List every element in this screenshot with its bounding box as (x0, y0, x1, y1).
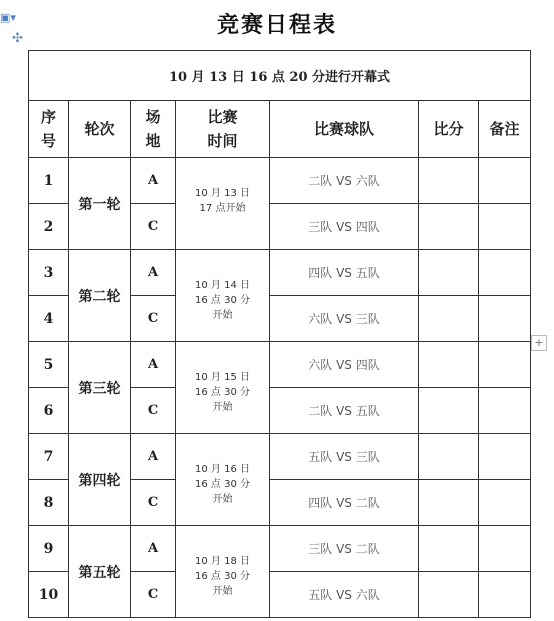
header-venue: 场 地 (131, 101, 176, 158)
teams-cell: 三队 VS 二队 (270, 526, 419, 572)
score-cell[interactable] (419, 526, 479, 572)
round-label: 第五轮 (69, 526, 131, 618)
venue-cell: A (131, 526, 176, 572)
venue-cell: A (131, 158, 176, 204)
score-cell[interactable] (419, 204, 479, 250)
match-time-line: 17 点开始 (199, 203, 246, 214)
venue-cell: C (131, 480, 176, 526)
header-score: 比分 (419, 101, 479, 158)
match-time-line: 10 月 15 日 (195, 372, 250, 383)
venue-cell: A (131, 434, 176, 480)
table-row (29, 158, 531, 204)
match-number: 6 (29, 388, 69, 434)
note-cell[interactable] (479, 296, 531, 342)
venue-cell: C (131, 572, 176, 618)
match-number: 9 (29, 526, 69, 572)
teams-cell: 三队 VS 四队 (270, 204, 419, 250)
teams-cell: 五队 VS 三队 (270, 434, 419, 480)
match-time-line: 10 月 14 日 (195, 280, 250, 291)
match-time-line: 开始 (212, 310, 233, 321)
table-header-row (29, 101, 531, 158)
page-title: 竞赛日程表 (216, 12, 337, 38)
score-cell[interactable] (419, 158, 479, 204)
header-time: 比赛 时间 (176, 101, 270, 158)
score-cell[interactable] (419, 388, 479, 434)
score-cell[interactable] (419, 572, 479, 618)
match-number: 7 (29, 434, 69, 480)
round-label: 第一轮 (69, 158, 131, 250)
score-cell[interactable] (419, 296, 479, 342)
match-number: 10 (29, 572, 69, 618)
match-number: 1 (29, 158, 69, 204)
teams-cell: 六队 VS 三队 (270, 296, 419, 342)
opening-ceremony-banner: 10 月 13 日 16 点 20 分进行开幕式 (29, 51, 531, 101)
teams-cell: 四队 VS 五队 (270, 250, 419, 296)
match-time-line: 10 月 16 日 (195, 464, 250, 475)
score-cell[interactable] (419, 480, 479, 526)
match-number: 3 (29, 250, 69, 296)
note-cell[interactable] (479, 526, 531, 572)
note-cell[interactable] (479, 572, 531, 618)
match-time (176, 342, 270, 434)
note-cell[interactable] (479, 342, 531, 388)
note-cell[interactable] (479, 434, 531, 480)
match-time-line: 16 点 30 分 (195, 387, 250, 398)
table-row (29, 434, 531, 480)
match-time (176, 434, 270, 526)
score-cell[interactable] (419, 434, 479, 480)
table-row (29, 526, 531, 572)
add-column-icon[interactable]: + (531, 335, 547, 351)
match-number: 4 (29, 296, 69, 342)
note-cell[interactable] (479, 388, 531, 434)
match-time-line: 10 月 13 日 (195, 188, 250, 199)
match-time (176, 526, 270, 618)
match-time-line: 开始 (212, 402, 233, 413)
note-cell[interactable] (479, 250, 531, 296)
match-time-line: 16 点 30 分 (195, 479, 250, 490)
header-note: 备注 (479, 101, 531, 158)
table-move-handle-icon[interactable]: ✣ (12, 31, 23, 46)
schedule-table (28, 50, 531, 618)
note-cell[interactable] (479, 204, 531, 250)
match-time (176, 158, 270, 250)
match-time-line: 10 月 18 日 (195, 556, 250, 567)
header-round: 轮次 (69, 101, 131, 158)
venue-cell: C (131, 388, 176, 434)
teams-cell: 四队 VS 二队 (270, 480, 419, 526)
match-number: 5 (29, 342, 69, 388)
table-row (29, 342, 531, 388)
round-label: 第二轮 (69, 250, 131, 342)
teams-cell: 五队 VS 六队 (270, 572, 419, 618)
note-cell[interactable] (479, 158, 531, 204)
teams-cell: 六队 VS 四队 (270, 342, 419, 388)
score-cell[interactable] (419, 250, 479, 296)
header-seq: 序 号 (29, 101, 69, 158)
header-teams: 比赛球队 (270, 101, 419, 158)
venue-cell: C (131, 204, 176, 250)
note-cell[interactable] (479, 480, 531, 526)
match-time-line: 16 点 30 分 (195, 571, 250, 582)
teams-cell: 二队 VS 五队 (270, 388, 419, 434)
match-number: 2 (29, 204, 69, 250)
venue-cell: A (131, 250, 176, 296)
match-time-line: 16 点 30 分 (195, 295, 250, 306)
score-cell[interactable] (419, 342, 479, 388)
paste-options-icon[interactable]: ▣▾ (0, 11, 16, 24)
match-time (176, 250, 270, 342)
round-label: 第三轮 (69, 342, 131, 434)
round-label: 第四轮 (69, 434, 131, 526)
venue-cell: C (131, 296, 176, 342)
match-number: 8 (29, 480, 69, 526)
table-row (29, 250, 531, 296)
match-time-line: 开始 (212, 586, 233, 597)
match-time-line: 开始 (212, 494, 233, 505)
teams-cell: 二队 VS 六队 (270, 158, 419, 204)
venue-cell: A (131, 342, 176, 388)
